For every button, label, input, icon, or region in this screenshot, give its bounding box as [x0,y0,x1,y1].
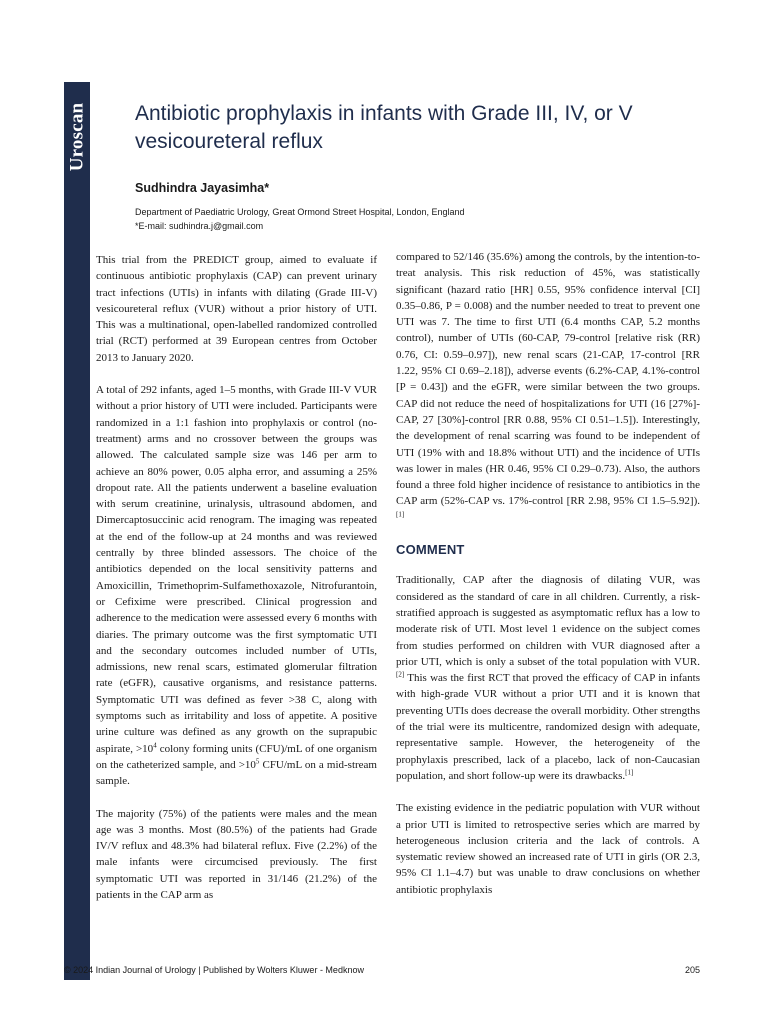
author-email: *E-mail: sudhindra.j@gmail.com [135,221,264,231]
paragraph-evidence: The existing evidence in the pediatric population with VUR without a prior UTI is limited to retrospective series which are marred by heterogeneous inclusion criteria and the lack of controls. A systematic review showed an increased rate of UTI in girls (OR 2.3, 95% CI 1.1–4.7) but was unable to draw conclusions on whether antibiotic prophylaxis [396,802,700,896]
paragraph-results-cont [396,249,700,526]
methods-text-2: colony forming units (CFU)/mL of one organism on the catheterized sample, and >10 [96,742,377,771]
citation-link[interactable]: [1] [625,768,634,777]
author-name: Sudhindra Jayasimha* [135,181,270,195]
section-label-box [64,82,90,192]
methods-text-3: CFU/mL on a mid-stream sample. [96,758,377,788]
comment-text-2: This was the first RCT that proved the efficacy of CAP in infants with high-grade VUR without a prior UTI and it is known that preventing UTIs does decrease the overall morbidity. Other strengths of the trial were its multicentre, randomized design with adequate, representative sample. However, the heterogeneity of the prophylaxis prescribed, lack of a placebo, lack of non-Caucasian population, and short follow-up were its drawbacks. [396,672,700,782]
comment-heading: COMMENT [396,542,465,558]
section-label: Uroscan [66,102,88,172]
superscript-exponent: 4 [153,740,157,749]
paragraph-methods [96,382,377,789]
author-affiliation: Department of Paediatric Urology, Great Ormond Street Hospital, London, England [135,207,465,217]
right-column [396,249,700,914]
left-column [96,252,377,919]
paragraph-intro: This trial from the PREDICT group, aimed to evaluate if continuous antibiotic prophylaxis (CAP) can prevent urinary tract infections (UTIs) in infants with dilating (Grade III-V) vesicoureteral reflux (VUR) without a prior history of UTI. This was a multinational, open-labelled randomized controlled trial (RCT) performed at 39 European centres from October 2013 to January 2020. [96,254,377,364]
page-number: 205 [684,965,700,975]
paragraph-results: The majority (75%) of the patients were males and the mean age was 3 months. Most (80.5%) of the patients had Grade IV/V reflux and 48.3% had bilateral reflux. Five (2.2%) of the male infants were circumcised previously. The first symptomatic UTI was reported in 31/146 (21.2%) of the patients in the CAP arm as [96,807,377,901]
section-sidebar [64,82,90,980]
footer-copyright: © 2024 Indian Journal of Urology | Published by Wolters Kluwer - Medknow [64,965,364,975]
citation-link[interactable]: [1] [396,510,405,519]
results-text: compared to 52/146 (35.6%) among the controls, by the intention-to-treat analysis. This risk reduction of 45%, was statistically significant (hazard ratio [HR] 0.55, 95% confidence interval [CI] 0.35–0.86, P = 0.008) and the number needed to treat to prevent one UTI was 7. The time to first UTI (6.4 months CAP, 5.2 months control), number of UTIs (60-CAP, 79-control [relative risk (RR) 0.76, CI: 0.59–0.97]), new renal scars (21-CAP, 17-control [RR 1.22, 95% CI 0.69–2.18]), adverse events (6.2%-CAP, 4.1%-control [P = 0.43]) and the eGFR, were similar between the two groups. CAP did not reduce the need of hospitalizations for UTI (16 [27%]-CAP, 27 [30%]-control [RR 0.88, 95% CI 0.51–1.5]). Interestingly, the development of renal scarring was found to be independent of UTI (19% with and 18.8% without UTI) and the incidence of UTIs was lower in males (HR 0.46, 95% CI 0.29–0.73). Also, the authors found a three fold higher incidence of resistance to antibiotics in the CAP arm (52%-CAP vs. 17%-control [RR 2.98, 95% CI 1.5–5.92]). [396,251,700,508]
page-footer [64,965,700,975]
superscript-exponent: 5 [255,757,260,766]
author-affiliation-block [135,205,465,233]
paragraph-comment [396,572,700,784]
citation-link[interactable]: [2] [396,670,405,679]
comment-text-1: Traditionally, CAP after the diagnosis of dilating VUR, was considered as the standard of care in all children. Currently, a risk-stratified approach is suggested as asymptomatic reflux has a low to moderate risk of UTI. Most level 1 evidence on the subject comes from studies performed on children with VUR diagnosed after a prior UTI, which is only a subset of the total population with VUR. [396,574,700,668]
methods-text-1: A total of 292 infants, aged 1–5 months, with Grade III-V VUR without a prior history of UTI were included. Participants were randomized in a 1:1 fashion into prophylaxis or control (no-treatment) arms and no crossover between the groups was allowed. The calculated sample size was 146 per arm to achieve an 80% power, 0.05 alpha error, and assuming a 25% dropout rate. All the patients underwent a baseline evaluation with serum creatinine, urinalysis, ultrasound abdomen, and Dimercaptosuccinic acid renogram. The imaging was repeated at the end of the follow-up at 24 months and was reviewed centrally by three blinded assessors. The choice of the antibiotics depended on the local sensitivity patterns and Amoxicillin, Trimethoprim-Sulfamethoxazole, Nitrofurantoin, or Cefixime were prescribed. Clinical progression and adherence to the medication were assessed every 6 months with diaries. The primary outcome was the first symptomatic UTI and the secondary outcomes included number of UTIs, admissions, new renal scars, estimated glomerular filtration rate (eGFR), causative organisms, and resistance patterns. Symptomatic UTI was defined as fever >38 C, along with symptoms such as irritability and loss of appetite. A positive urine culture was defined as any growth on the suprapubic aspirate, >10 [96,384,377,755]
article-title: Antibiotic prophylaxis in infants with Grade III, IV, or V vesicoureteral reflux [135,102,633,153]
